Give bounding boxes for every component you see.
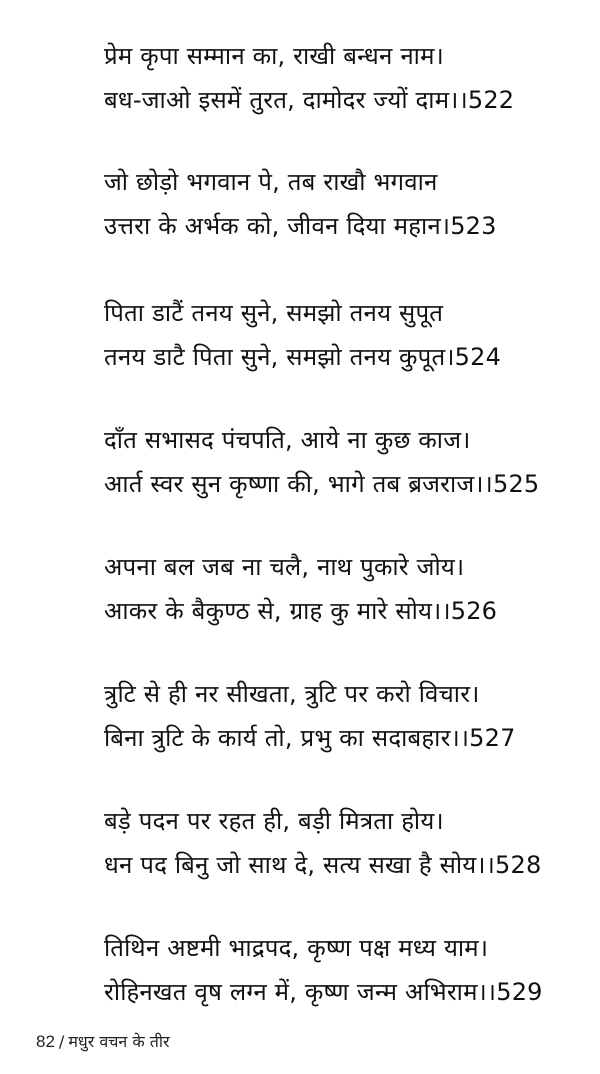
verse-line-2: रोहिनखत वृष लग्न में, कृष्ण जन्म अभिराम।।529 <box>104 978 543 1006</box>
verse-line-1: बड़े पदन पर रहत ही, बड़ी मित्रता होय। <box>104 807 444 835</box>
verse-line-1: दाँत सभासद पंचपति, आये ना कुछ काज। <box>104 426 471 454</box>
page-footer <box>36 1030 170 1052</box>
book-title: मधुर वचन के तीर <box>68 1032 170 1051</box>
page-number: 82 <box>36 1032 55 1051</box>
verse-527 <box>104 672 574 760</box>
verse-line-2: आर्त स्वर सुन कृष्णा की, भागे तब ब्रजराज।।525 <box>104 470 540 498</box>
verse-line-1: पिता डाटैं तनय सुने, समझो तनय सुपूत <box>104 299 444 327</box>
verse-line-1: तिथिन अष्टमी भाद्रपद, कृष्ण पक्ष मध्य याम। <box>104 934 489 962</box>
verse-line-2: धन पद बिनु जो साथ दे, सत्य सखा है सोय।।528 <box>104 851 542 879</box>
verse-522 <box>104 34 574 122</box>
verse-529 <box>104 926 574 1014</box>
verse-line-1: जो छोड़ो भगवान पे, तब राखौ भगवान <box>104 168 438 196</box>
verse-524 <box>104 291 574 379</box>
verse-526 <box>104 545 574 633</box>
verse-line-1: अपना बल जब ना चलै, नाथ पुकारे जोय। <box>104 553 465 581</box>
verse-line-2: बिना त्रुटि के कार्य तो, प्रभु का सदाबहार।।527 <box>104 724 516 752</box>
verse-523 <box>104 160 574 248</box>
verse-line-1: त्रुटि से ही नर सीखता, त्रुटि पर करो विचार। <box>104 680 480 708</box>
verse-line-2: बध-जाओ इसमें तुरत, दामोदर ज्यों दाम।।522 <box>104 86 515 114</box>
verse-line-2: आकर के बैकुण्ठ से, ग्राह कु मारे सोय।।526 <box>104 597 498 625</box>
footer-separator: / <box>58 1032 65 1051</box>
verse-line-2: उत्तरा के अर्भक को, जीवन दिया महान।523 <box>104 212 497 240</box>
verse-line-1: प्रेम कृपा सम्मान का, राखी बन्धन नाम। <box>104 42 444 70</box>
verse-528 <box>104 799 574 887</box>
verse-line-2: तनय डाटै पिता सुने, समझो तनय कुपूत।524 <box>104 343 502 371</box>
verse-525 <box>104 418 574 506</box>
